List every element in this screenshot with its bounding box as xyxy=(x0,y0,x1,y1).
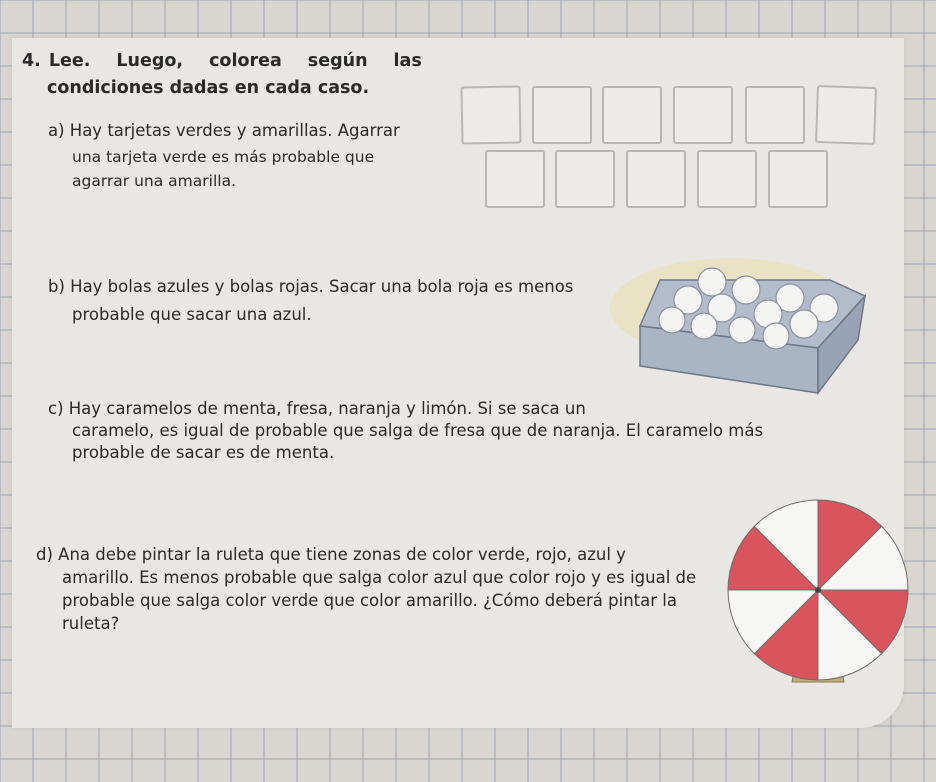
ball[interactable] xyxy=(659,307,685,333)
item-a-line3: agarrar una amarilla. xyxy=(72,172,236,190)
card[interactable] xyxy=(768,150,828,208)
card[interactable] xyxy=(815,85,877,145)
item-c-line1: c) Hay caramelos de menta, fresa, naranja y limón. Si se saca un xyxy=(48,399,586,418)
card[interactable] xyxy=(673,86,733,144)
card[interactable] xyxy=(532,86,592,144)
card[interactable] xyxy=(555,150,615,208)
ball[interactable] xyxy=(732,276,760,304)
spinner-wheel xyxy=(720,520,920,685)
card[interactable] xyxy=(602,86,662,144)
item-d-line2: amarillo. Es menos probable que salga color azul que color rojo y es igual de xyxy=(62,568,697,587)
exercise-number: 4. xyxy=(22,51,41,71)
ball[interactable] xyxy=(691,313,717,339)
item-d-line1: d) Ana debe pintar la ruleta que tiene zonas de color verde, rojo, azul y xyxy=(36,545,626,564)
item-b-line2: probable que sacar una azul. xyxy=(72,305,312,324)
ball[interactable] xyxy=(698,268,726,296)
ball[interactable] xyxy=(763,323,789,349)
item-d-line3: probable que salga color verde que color amarillo. ¿Cómo deberá pintar la xyxy=(62,591,677,610)
card[interactable] xyxy=(697,150,757,208)
ball[interactable] xyxy=(729,317,755,343)
ball[interactable] xyxy=(790,310,818,338)
exercise-title: 4. Lee. Luego, colorea según las xyxy=(22,51,422,71)
item-b-line1: b) Hay bolas azules y bolas rojas. Sacar una bola roja es menos xyxy=(48,277,574,296)
card[interactable] xyxy=(460,85,521,144)
item-c-line2: caramelo, es igual de probable que salga de fresa que de naranja. El caramelo más xyxy=(72,421,764,440)
card[interactable] xyxy=(485,150,545,208)
item-d-line4: ruleta? xyxy=(62,614,120,633)
card[interactable] xyxy=(626,150,686,208)
ball-box-illustration xyxy=(600,248,890,398)
card[interactable] xyxy=(745,86,805,144)
item-a-line1: a) Hay tarjetas verdes y amarillas. Agarrar xyxy=(48,121,400,140)
item-a-line2: una tarjeta verde es más probable que xyxy=(72,148,375,166)
spinner-hub xyxy=(815,587,821,593)
item-c-line3: probable de sacar es de menta. xyxy=(72,443,335,462)
exercise-title-line2: condiciones dadas en cada caso. xyxy=(47,78,370,98)
